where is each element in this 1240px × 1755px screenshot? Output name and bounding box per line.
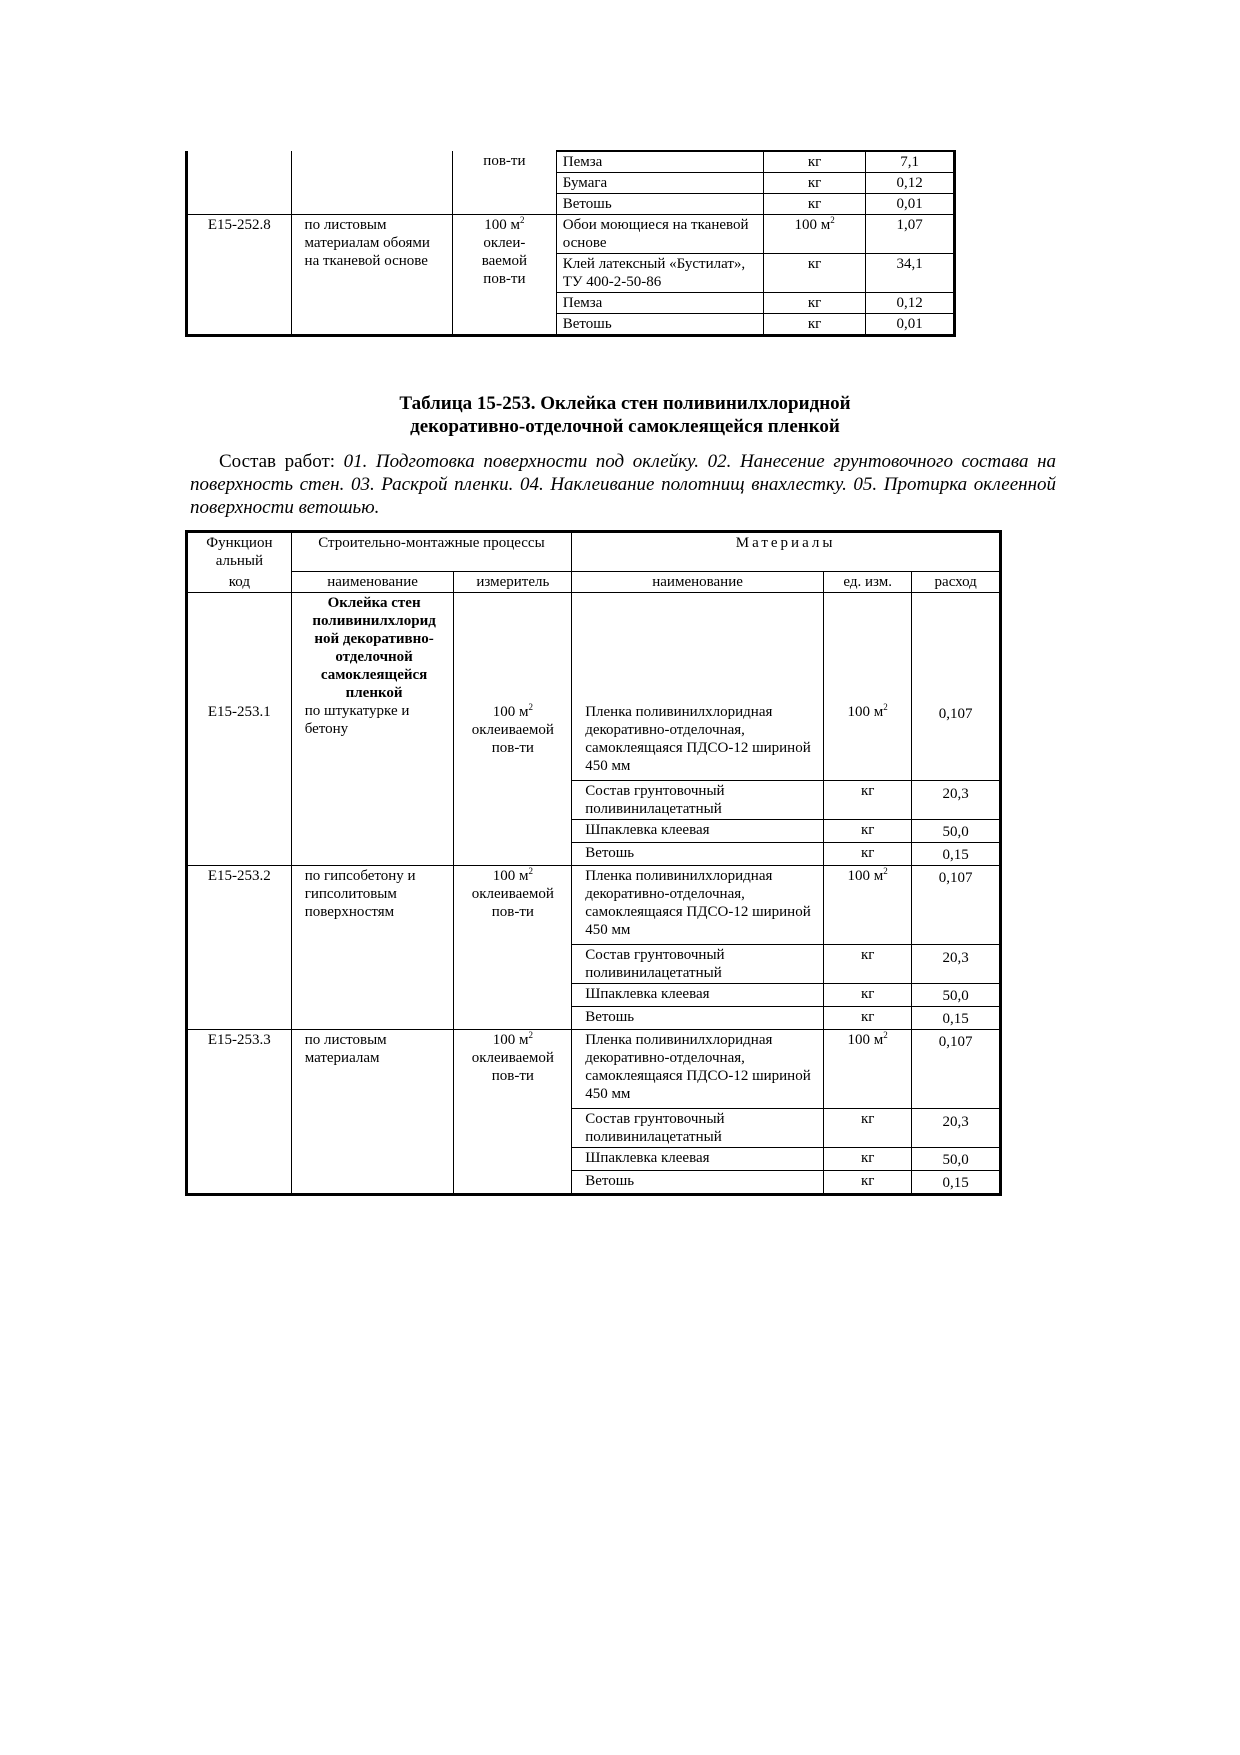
unit-cell: кг [823,781,911,820]
amount-cell: 0,12 [866,173,955,194]
process-name-header: наименование [291,572,454,593]
amount-cell: 20,3 [912,945,1001,984]
material-cell: Пемза [556,151,763,173]
code-cell: Е15-253.3 [187,1030,292,1195]
unit-cell: кг [763,254,865,293]
amount-cell: 50,0 [912,984,1001,1007]
material-cell: Бумага [556,173,763,194]
unit-cell: кг [823,1109,911,1148]
unit-cell: кг [763,293,865,314]
material-cell: Пленка поливинилхлоридная декоративно-отделочная, самоклеящаяся ПДСО-12 шириной 450 мм [572,1030,824,1109]
unit-cell: кг [823,1171,911,1195]
amount-cell: 0,15 [912,1171,1001,1195]
process-cell: Оклейка стен поливинилхлорид ной декоративно-отделочной самоклеящейся пленкой по штукатурке и бетону [291,593,454,866]
code-cell: Е15-252.8 [187,215,292,336]
table-row [187,215,955,254]
amount-cell: 20,3 [912,1109,1001,1148]
material-cell: Ветошь [556,314,763,336]
unit-cell: кг [763,151,865,173]
material-cell: Шпаклевка клеевая [572,1148,824,1171]
material-cell: Шпаклевка клеевая [572,984,824,1007]
header-row [187,572,1001,593]
amount-cell: 20,3 [912,781,1001,820]
amount-cell: 0,107 [912,866,1001,945]
meter-cell: 100 $м^2$ оклеиваемой пов-ти [454,1030,572,1195]
amount-cell: 50,0 [912,820,1001,843]
amount-cell: 34,1 [866,254,955,293]
composition-label: Состав работ: [219,451,336,472]
amount-cell: 0,15 [912,1007,1001,1030]
material-cell: Состав грунтовочный поливинилацетатный [572,1109,824,1148]
unit-cell: кг [823,945,911,984]
func-code-header: Функцион альный [187,532,292,572]
caption-line-2: декоративно-отделочной самоклеящейся пленкой [410,416,840,437]
section-title: Оклейка стен поливинилхлорид ной декоративно-отделочной самоклеящейся пленкой [312,595,436,701]
process-cell: по листовым материалам обоями на тканевой основе [291,215,452,336]
material-cell: Ветошь [572,843,824,866]
amount-cell: 50,0 [912,1148,1001,1171]
meter-cell: 100 $м^2$ оклеи-ваемой пов-ти [453,215,557,336]
table-row [187,1030,1001,1109]
code-cell: Е15-253.1 [187,593,292,866]
header-row [187,532,1001,572]
unit-cell: кг [763,194,865,215]
material-cell: Ветошь [556,194,763,215]
unit-cell: кг [823,843,911,866]
unit-cell: 100 $м^2$ [823,593,911,781]
table-row [187,173,955,194]
material-cell: Ветошь [572,1171,824,1195]
unit-cell: кг [823,984,911,1007]
composition-text: 01. Подготовка поверхности под оклейку. 02. Нанесение грунтовочного состава на поверхность стен. 03. Раскрой пленки. 04. Наклеивание полотнищ внахлестку. 05. Протирка оклеенной поверхности ветошью. [190,451,1057,518]
code-cell: Е15-253.2 [187,866,292,1030]
unit-header: ед. изм. [823,572,911,593]
material-cell: Состав грунтовочный поливинилацетатный [572,945,824,984]
amount-header: расход [912,572,1001,593]
table-row [187,593,1001,781]
continued-norms-table [185,150,956,337]
unit-cell: кг [763,173,865,194]
func-code-header-2: код [187,572,292,593]
meter-cell: пов-ти [453,151,557,173]
table-row [187,194,955,215]
material-cell: Пемза [556,293,763,314]
unit-cell: кг [763,314,865,336]
amount-cell: 7,1 [866,151,955,173]
meter-cell: 100 $м^2$ оклеиваемой пов-ти [454,866,572,1030]
unit-cell: 100 $м^2$ [763,215,865,254]
unit-cell: кг [823,820,911,843]
amount-cell: 0,107 [912,1030,1001,1109]
meter-cell: 100 $м^2$ оклеиваемой пов-ти [454,593,572,866]
material-cell: Состав грунтовочный поливинилацетатный [572,781,824,820]
norms-table-15-253 [185,530,1002,1196]
materials-header: Материалы [572,532,1001,572]
amount-cell: 0,12 [866,293,955,314]
material-name-header: наименование [572,572,824,593]
process-cell: по гипсобетону и гипсолитовым поверхностям [291,866,454,1030]
process-cell: по листовым материалам [291,1030,454,1195]
amount-cell: 0,01 [866,314,955,336]
processes-header: Строительно-монтажные процессы [291,532,572,572]
material-cell: Ветошь [572,1007,824,1030]
amount-cell: 0,01 [866,194,955,215]
unit-cell: 100 $м^2$ [823,866,911,945]
amount-cell: 0,15 [912,843,1001,866]
material-cell: Клей латексный «Бустилат», ТУ 400-2-50-86 [556,254,763,293]
table-caption [185,392,1065,438]
material-cell: Пленка поливинилхлоридная декоративно-отделочная, самоклеящаяся ПДСО-12 шириной 450 мм [572,593,824,781]
unit-cell: кг [823,1007,911,1030]
process-cell [291,151,452,173]
work-composition [190,450,1056,519]
meter-header: измеритель [454,572,572,593]
amount-cell: 0,107 [912,593,1001,781]
unit-cell: кг [823,1148,911,1171]
table-row [187,151,955,173]
material-cell: Обои моющиеся на тканевой основе [556,215,763,254]
amount-cell: 1,07 [866,215,955,254]
caption-line-1: Таблица 15-253. Оклейка стен поливинилхлоридной [399,393,851,414]
table-row [187,866,1001,945]
code-cell [187,151,292,173]
material-cell: Пленка поливинилхлоридная декоративно-отделочная, самоклеящаяся ПДСО-12 шириной 450 мм [572,866,824,945]
material-cell: Шпаклевка клеевая [572,820,824,843]
unit-cell: 100 $м^2$ [823,1030,911,1109]
